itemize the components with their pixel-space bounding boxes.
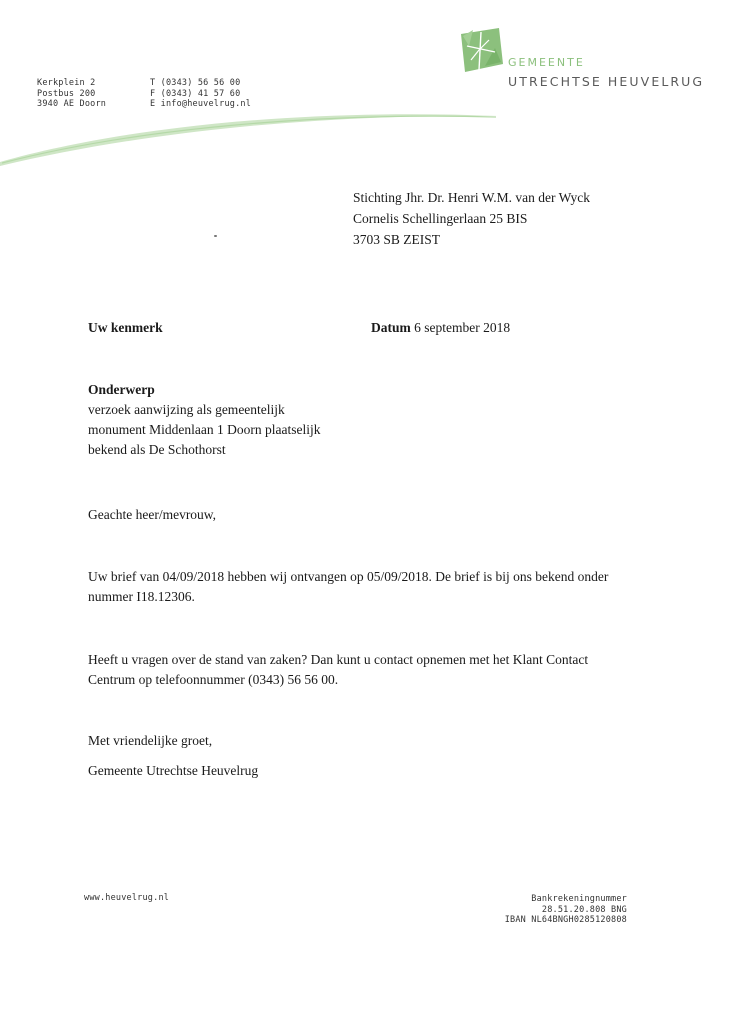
bank-line: 28.51.20.808 BNG [541, 904, 627, 915]
reference-label: Uw kenmerk [88, 320, 163, 335]
fax-line: F (0343) 41 57 60 [150, 88, 241, 99]
bank-line: IBAN NL64BNGH0285120808 [504, 915, 627, 925]
recipient-line: 3703 SB ZEIST [353, 232, 441, 247]
municipality-logo [455, 26, 705, 96]
email-line: E info@heuvelrug.nl [150, 99, 252, 109]
subject-line: bekend als De Schothorst [88, 442, 226, 457]
logo-emblem-icon [455, 26, 505, 74]
bank-line: Bankrekeningnummer [531, 894, 627, 904]
body-paragraph-contact [88, 650, 588, 690]
body-paragraph-receipt [88, 567, 608, 607]
salutation: Geachte heer/mevrouw, [88, 507, 217, 522]
subject-label: Onderwerp [88, 382, 155, 397]
address-line: 3940 AE Doorn [37, 99, 107, 109]
paragraph-line: nummer I18.12306. [88, 589, 195, 604]
date-label: Datum [371, 320, 411, 335]
subject-block [88, 380, 320, 460]
signature: Gemeente Utrechtse Heuvelrug [88, 763, 259, 778]
logo-text-name: UTRECHTSE HEUVELRUG [508, 74, 705, 89]
address-line: Kerkplein 2 [37, 78, 96, 88]
phone-line: T (0343) 56 56 00 [150, 78, 241, 88]
recipient-line: Stichting Jhr. Dr. Henri W.M. van der Wyck [353, 190, 591, 205]
scan-speck [214, 235, 217, 237]
date-field [371, 320, 510, 336]
subject-line: monument Middenlaan 1 Doorn plaatselijk [88, 422, 321, 437]
closing-line: Met vriendelijke groet, [88, 733, 213, 748]
logo-text-gemeente: GEMEENTE [508, 56, 585, 69]
address-line: Postbus 200 [37, 88, 96, 99]
footer-bank-details [505, 894, 627, 926]
recipient-address [353, 187, 590, 250]
date-value: 6 september 2018 [414, 320, 511, 335]
paragraph-line: Centrum op telefoonnummer (0343) 56 56 00. [88, 672, 339, 687]
recipient-line: Cornelis Schellingerlaan 25 BIS [353, 211, 528, 226]
paragraph-line: Heeft u vragen over de stand van zaken? Dan kunt u contact opnemen met het Klant Contact [88, 652, 589, 667]
footer-website: www.heuvelrug.nl [84, 893, 170, 903]
subject-line: verzoek aanwijzing als gemeentelijk [88, 402, 285, 417]
paragraph-line: Uw brief van 04/09/2018 hebben wij ontvangen op 05/09/2018. De brief is bij ons bekend onder [88, 569, 609, 584]
header-swoosh-decoration [0, 100, 520, 170]
